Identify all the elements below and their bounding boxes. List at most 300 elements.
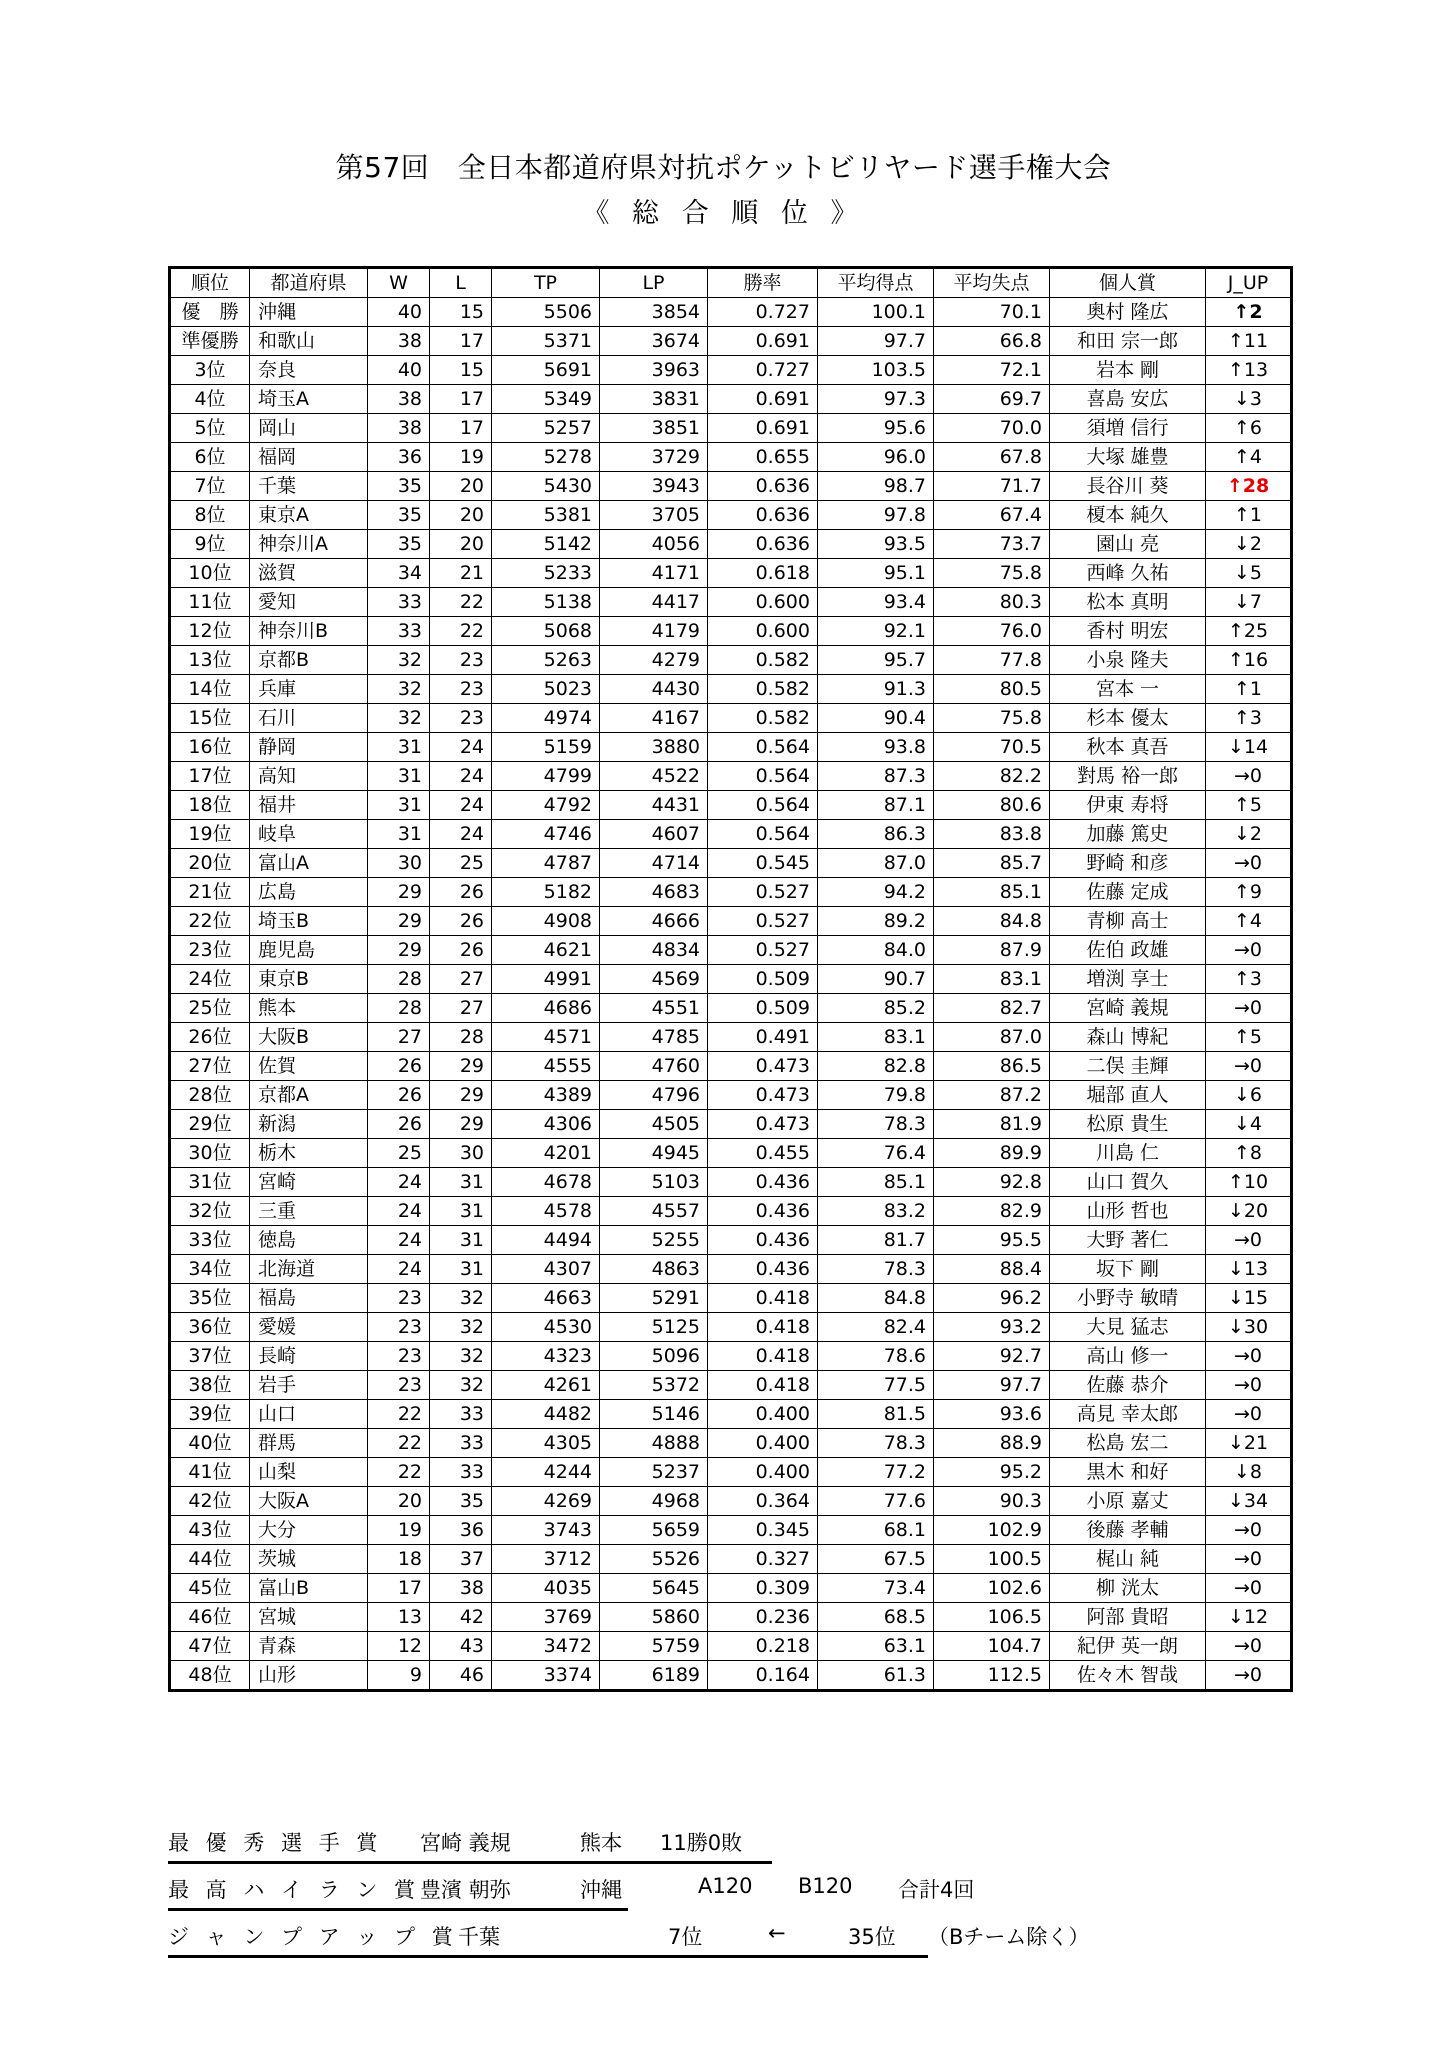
cell-pref: 広島 — [250, 878, 368, 907]
cell-rank: 7位 — [170, 472, 250, 501]
cell-lp: 3963 — [600, 356, 708, 385]
column-header-0: 順位 — [170, 268, 250, 298]
rank-change-indicator: ↑11 — [1227, 330, 1269, 352]
cell-award: 森山 博紀 — [1050, 1023, 1206, 1052]
cell-lp: 4569 — [600, 965, 708, 994]
cell-tp: 4323 — [492, 1342, 600, 1371]
cell-l: 33 — [430, 1400, 492, 1429]
cell-wr: 0.418 — [708, 1313, 818, 1342]
cell-ag: 77.6 — [818, 1487, 934, 1516]
cell-lp: 5291 — [600, 1284, 708, 1313]
table-row — [170, 1661, 1292, 1691]
cell-l: 31 — [430, 1226, 492, 1255]
cell-award: 高山 修一 — [1050, 1342, 1206, 1371]
cell-rank: 24位 — [170, 965, 250, 994]
cell-tp: 4244 — [492, 1458, 600, 1487]
cell-ag: 73.4 — [818, 1574, 934, 1603]
cell-rank: 20位 — [170, 849, 250, 878]
cell-w: 22 — [368, 1429, 430, 1458]
cell-l: 27 — [430, 994, 492, 1023]
standings-table-container — [168, 266, 1290, 1692]
cell-wr: 0.545 — [708, 849, 818, 878]
rank-change-indicator: ↑4 — [1233, 446, 1262, 468]
cell-rank: 5位 — [170, 414, 250, 443]
cell-lp: 4431 — [600, 791, 708, 820]
cell-ag: 97.3 — [818, 385, 934, 414]
cell-wr: 0.473 — [708, 1052, 818, 1081]
cell-jup — [1206, 1516, 1292, 1545]
cell-jup — [1206, 907, 1292, 936]
table-row — [170, 617, 1292, 646]
cell-al: 112.5 — [934, 1661, 1050, 1691]
rank-change-indicator: →0 — [1233, 997, 1262, 1019]
cell-lp: 4557 — [600, 1197, 708, 1226]
cell-lp: 6189 — [600, 1661, 708, 1691]
cell-lp: 4796 — [600, 1081, 708, 1110]
cell-ag: 78.6 — [818, 1342, 934, 1371]
cell-w: 26 — [368, 1081, 430, 1110]
cell-award: 紀伊 英一朗 — [1050, 1632, 1206, 1661]
cell-jup — [1206, 443, 1292, 472]
cell-w: 33 — [368, 588, 430, 617]
cell-w: 40 — [368, 356, 430, 385]
cell-ag: 98.7 — [818, 472, 934, 501]
cell-ag: 103.5 — [818, 356, 934, 385]
cell-wr: 0.164 — [708, 1661, 818, 1691]
cell-al: 96.2 — [934, 1284, 1050, 1313]
cell-rank: 15位 — [170, 704, 250, 733]
cell-rank: 13位 — [170, 646, 250, 675]
cell-jup — [1206, 1110, 1292, 1139]
cell-lp: 3851 — [600, 414, 708, 443]
rank-change-indicator: ↑1 — [1233, 678, 1262, 700]
cell-w: 23 — [368, 1313, 430, 1342]
cell-ag: 84.0 — [818, 936, 934, 965]
table-row — [170, 530, 1292, 559]
cell-award: 川島 仁 — [1050, 1139, 1206, 1168]
cell-w: 18 — [368, 1545, 430, 1574]
cell-l: 20 — [430, 501, 492, 530]
table-row — [170, 501, 1292, 530]
cell-ag: 90.7 — [818, 965, 934, 994]
standings-table — [168, 266, 1293, 1692]
rank-change-indicator: →0 — [1233, 1229, 1262, 1251]
cell-ag: 81.7 — [818, 1226, 934, 1255]
award-row-mvp — [168, 1823, 1298, 1870]
cell-award: 小泉 隆夫 — [1050, 646, 1206, 675]
rank-change-indicator: ↓8 — [1233, 1461, 1262, 1483]
cell-rank: 16位 — [170, 733, 250, 762]
cell-wr: 0.600 — [708, 588, 818, 617]
cell-w: 24 — [368, 1197, 430, 1226]
cell-ag: 68.5 — [818, 1603, 934, 1632]
cell-w: 40 — [368, 298, 430, 327]
table-row — [170, 733, 1292, 762]
cell-wr: 0.418 — [708, 1371, 818, 1400]
table-row — [170, 704, 1292, 733]
cell-lp: 4522 — [600, 762, 708, 791]
cell-pref: 神奈川A — [250, 530, 368, 559]
table-row — [170, 878, 1292, 907]
cell-w: 22 — [368, 1458, 430, 1487]
cell-jup — [1206, 791, 1292, 820]
cell-jup — [1206, 1226, 1292, 1255]
cell-award: 和田 宗一郎 — [1050, 327, 1206, 356]
cell-lp: 3854 — [600, 298, 708, 327]
cell-ag: 76.4 — [818, 1139, 934, 1168]
cell-wr: 0.400 — [708, 1429, 818, 1458]
cell-rank: 8位 — [170, 501, 250, 530]
cell-rank: 14位 — [170, 675, 250, 704]
cell-l: 46 — [430, 1661, 492, 1691]
cell-wr: 0.509 — [708, 994, 818, 1023]
cell-rank: 25位 — [170, 994, 250, 1023]
cell-al: 90.3 — [934, 1487, 1050, 1516]
cell-award: 青柳 高士 — [1050, 907, 1206, 936]
cell-jup — [1206, 1284, 1292, 1313]
cell-lp: 4968 — [600, 1487, 708, 1516]
cell-rank: 4位 — [170, 385, 250, 414]
cell-al: 87.9 — [934, 936, 1050, 965]
cell-wr: 0.527 — [708, 936, 818, 965]
cell-al: 82.2 — [934, 762, 1050, 791]
cell-tp: 4678 — [492, 1168, 600, 1197]
cell-award: 松原 貴生 — [1050, 1110, 1206, 1139]
cell-tp: 5278 — [492, 443, 600, 472]
cell-lp: 5096 — [600, 1342, 708, 1371]
cell-l: 33 — [430, 1458, 492, 1487]
cell-rank: 30位 — [170, 1139, 250, 1168]
cell-l: 23 — [430, 646, 492, 675]
cell-pref: 福岡 — [250, 443, 368, 472]
cell-ag: 83.1 — [818, 1023, 934, 1052]
cell-al: 85.1 — [934, 878, 1050, 907]
cell-wr: 0.436 — [708, 1168, 818, 1197]
cell-rank: 37位 — [170, 1342, 250, 1371]
cell-ag: 93.8 — [818, 733, 934, 762]
mvp-player: 宮崎 義規 — [420, 1831, 511, 1855]
cell-pref: 大阪B — [250, 1023, 368, 1052]
cell-rank: 29位 — [170, 1110, 250, 1139]
cell-l: 25 — [430, 849, 492, 878]
cell-wr: 0.600 — [708, 617, 818, 646]
cell-wr: 0.527 — [708, 907, 818, 936]
rank-change-indicator: ↓6 — [1233, 1084, 1262, 1106]
cell-rank: 9位 — [170, 530, 250, 559]
cell-rank: 44位 — [170, 1545, 250, 1574]
table-row — [170, 1023, 1292, 1052]
cell-l: 15 — [430, 298, 492, 327]
cell-rank: 45位 — [170, 1574, 250, 1603]
cell-w: 31 — [368, 733, 430, 762]
cell-jup — [1206, 646, 1292, 675]
table-header-row — [170, 268, 1292, 298]
page-title: 第57回 全日本都道府県対抗ポケットビリヤード選手権大会 — [335, 151, 1112, 184]
cell-pref: 佐賀 — [250, 1052, 368, 1081]
table-row — [170, 1081, 1292, 1110]
cell-tp: 5233 — [492, 559, 600, 588]
cell-w: 27 — [368, 1023, 430, 1052]
table-row — [170, 1371, 1292, 1400]
cell-jup — [1206, 1168, 1292, 1197]
cell-w: 28 — [368, 994, 430, 1023]
cell-w: 36 — [368, 443, 430, 472]
cell-w: 34 — [368, 559, 430, 588]
cell-award: 加藤 篤史 — [1050, 820, 1206, 849]
cell-ag: 81.5 — [818, 1400, 934, 1429]
cell-ag: 97.7 — [818, 327, 934, 356]
cell-l: 20 — [430, 472, 492, 501]
table-row — [170, 791, 1292, 820]
cell-pref: 福島 — [250, 1284, 368, 1313]
cell-award: 岩本 剛 — [1050, 356, 1206, 385]
rank-change-indicator: ↓21 — [1227, 1432, 1269, 1454]
cell-tp: 4974 — [492, 704, 600, 733]
cell-rank: 28位 — [170, 1081, 250, 1110]
cell-pref: 新潟 — [250, 1110, 368, 1139]
cell-w: 24 — [368, 1226, 430, 1255]
cell-tp: 5023 — [492, 675, 600, 704]
cell-rank: 準優勝 — [170, 327, 250, 356]
cell-jup — [1206, 1081, 1292, 1110]
cell-l: 38 — [430, 1574, 492, 1603]
cell-wr: 0.436 — [708, 1255, 818, 1284]
cell-award: 西峰 久祐 — [1050, 559, 1206, 588]
cell-pref: 東京B — [250, 965, 368, 994]
cell-rank: 23位 — [170, 936, 250, 965]
table-row — [170, 1400, 1292, 1429]
cell-award: 小野寺 敏晴 — [1050, 1284, 1206, 1313]
cell-pref: 高知 — [250, 762, 368, 791]
cell-w: 29 — [368, 878, 430, 907]
cell-pref: 山梨 — [250, 1458, 368, 1487]
cell-tp: 4991 — [492, 965, 600, 994]
cell-ag: 68.1 — [818, 1516, 934, 1545]
cell-jup — [1206, 1255, 1292, 1284]
cell-al: 102.6 — [934, 1574, 1050, 1603]
cell-pref: 神奈川B — [250, 617, 368, 646]
cell-l: 19 — [430, 443, 492, 472]
cell-l: 33 — [430, 1429, 492, 1458]
cell-w: 23 — [368, 1284, 430, 1313]
cell-tp: 4578 — [492, 1197, 600, 1226]
cell-tp: 5257 — [492, 414, 600, 443]
cell-ag: 78.3 — [818, 1255, 934, 1284]
cell-jup — [1206, 704, 1292, 733]
cell-lp: 4607 — [600, 820, 708, 849]
cell-rank: 27位 — [170, 1052, 250, 1081]
cell-jup — [1206, 588, 1292, 617]
cell-al: 71.7 — [934, 472, 1050, 501]
cell-jup — [1206, 994, 1292, 1023]
cell-rank: 38位 — [170, 1371, 250, 1400]
cell-al: 97.7 — [934, 1371, 1050, 1400]
cell-wr: 0.509 — [708, 965, 818, 994]
cell-al: 85.7 — [934, 849, 1050, 878]
cell-l: 22 — [430, 617, 492, 646]
cell-lp: 3831 — [600, 385, 708, 414]
column-header-5: LP — [600, 268, 708, 298]
cell-w: 31 — [368, 762, 430, 791]
cell-award: 佐伯 政雄 — [1050, 936, 1206, 965]
table-row — [170, 936, 1292, 965]
jumpup-to-rank: 7位 — [668, 1925, 703, 1949]
cell-l: 23 — [430, 675, 492, 704]
cell-award: 後藤 孝輔 — [1050, 1516, 1206, 1545]
cell-l: 28 — [430, 1023, 492, 1052]
cell-al: 86.5 — [934, 1052, 1050, 1081]
table-row — [170, 1284, 1292, 1313]
cell-jup — [1206, 414, 1292, 443]
column-header-1: 都道府県 — [250, 268, 368, 298]
cell-ag: 85.1 — [818, 1168, 934, 1197]
cell-al: 83.8 — [934, 820, 1050, 849]
cell-l: 24 — [430, 791, 492, 820]
cell-al: 95.5 — [934, 1226, 1050, 1255]
cell-award: 坂下 剛 — [1050, 1255, 1206, 1284]
cell-lp: 4171 — [600, 559, 708, 588]
cell-award: 伊東 寿将 — [1050, 791, 1206, 820]
cell-wr: 0.400 — [708, 1458, 818, 1487]
award-row-highrun — [168, 1870, 1298, 1917]
cell-wr: 0.636 — [708, 501, 818, 530]
cell-l: 23 — [430, 704, 492, 733]
cell-l: 31 — [430, 1197, 492, 1226]
cell-lp: 4666 — [600, 907, 708, 936]
rank-change-indicator: →0 — [1233, 1403, 1262, 1425]
cell-al: 88.9 — [934, 1429, 1050, 1458]
cell-lp: 4551 — [600, 994, 708, 1023]
cell-jup — [1206, 1400, 1292, 1429]
jumpup-label: ジ ャ ン プ ア ッ プ 賞 — [168, 1925, 458, 1949]
cell-w: 24 — [368, 1168, 430, 1197]
mvp-label: 最 優 秀 選 手 賞 — [168, 1831, 383, 1855]
cell-ag: 87.3 — [818, 762, 934, 791]
table-row — [170, 994, 1292, 1023]
cell-wr: 0.727 — [708, 298, 818, 327]
cell-lp: 4167 — [600, 704, 708, 733]
cell-wr: 0.491 — [708, 1023, 818, 1052]
cell-pref: 埼玉A — [250, 385, 368, 414]
cell-award: 宮本 一 — [1050, 675, 1206, 704]
cell-tp: 4201 — [492, 1139, 600, 1168]
cell-award: 喜島 安広 — [1050, 385, 1206, 414]
table-row — [170, 1632, 1292, 1661]
cell-tp: 4621 — [492, 936, 600, 965]
cell-tp: 3374 — [492, 1661, 600, 1691]
table-row — [170, 646, 1292, 675]
cell-award: 大野 著仁 — [1050, 1226, 1206, 1255]
cell-l: 32 — [430, 1284, 492, 1313]
cell-jup — [1206, 1139, 1292, 1168]
table-row — [170, 298, 1292, 327]
cell-wr: 0.564 — [708, 791, 818, 820]
cell-award: 佐々木 智哉 — [1050, 1661, 1206, 1691]
cell-w: 19 — [368, 1516, 430, 1545]
cell-pref: 長崎 — [250, 1342, 368, 1371]
cell-ag: 93.4 — [818, 588, 934, 617]
cell-award: 佐藤 定成 — [1050, 878, 1206, 907]
cell-al: 106.5 — [934, 1603, 1050, 1632]
table-row — [170, 1168, 1292, 1197]
cell-rank: 40位 — [170, 1429, 250, 1458]
cell-wr: 0.564 — [708, 762, 818, 791]
cell-wr: 0.691 — [708, 414, 818, 443]
left-arrow-icon: ← — [768, 1921, 786, 1945]
cell-jup — [1206, 675, 1292, 704]
cell-pref: 徳島 — [250, 1226, 368, 1255]
cell-ag: 78.3 — [818, 1429, 934, 1458]
cell-tp: 5159 — [492, 733, 600, 762]
page-subtitle: 《 総 合 順 位 》 — [582, 198, 865, 229]
cell-rank: 3位 — [170, 356, 250, 385]
cell-lp: 4683 — [600, 878, 708, 907]
cell-award: 高見 幸太郎 — [1050, 1400, 1206, 1429]
cell-wr: 0.309 — [708, 1574, 818, 1603]
rank-change-indicator: →0 — [1233, 1374, 1262, 1396]
cell-wr: 0.218 — [708, 1632, 818, 1661]
cell-jup — [1206, 1487, 1292, 1516]
highrun-prefecture: 沖縄 — [580, 1878, 622, 1902]
cell-w: 38 — [368, 385, 430, 414]
cell-jup — [1206, 733, 1292, 762]
cell-tp: 4746 — [492, 820, 600, 849]
cell-l: 31 — [430, 1255, 492, 1284]
cell-rank: 41位 — [170, 1458, 250, 1487]
cell-l: 26 — [430, 878, 492, 907]
cell-tp: 4269 — [492, 1487, 600, 1516]
cell-al: 93.2 — [934, 1313, 1050, 1342]
cell-ag: 94.2 — [818, 878, 934, 907]
cell-award: 二俣 圭輝 — [1050, 1052, 1206, 1081]
cell-jup — [1206, 849, 1292, 878]
cell-w: 29 — [368, 907, 430, 936]
cell-lp: 4279 — [600, 646, 708, 675]
cell-w: 35 — [368, 530, 430, 559]
cell-wr: 0.564 — [708, 733, 818, 762]
cell-al: 92.7 — [934, 1342, 1050, 1371]
cell-lp: 5759 — [600, 1632, 708, 1661]
rank-change-indicator: ↑28 — [1226, 475, 1270, 497]
column-header-9: 個人賞 — [1050, 268, 1206, 298]
cell-jup — [1206, 1661, 1292, 1691]
cell-pref: 三重 — [250, 1197, 368, 1226]
cell-lp: 4834 — [600, 936, 708, 965]
cell-award: 山口 賀久 — [1050, 1168, 1206, 1197]
cell-ag: 82.4 — [818, 1313, 934, 1342]
cell-al: 76.0 — [934, 617, 1050, 646]
cell-ag: 79.8 — [818, 1081, 934, 1110]
cell-l: 26 — [430, 907, 492, 936]
cell-jup — [1206, 298, 1292, 327]
cell-jup — [1206, 965, 1292, 994]
cell-w: 22 — [368, 1400, 430, 1429]
cell-lp: 4056 — [600, 530, 708, 559]
table-row — [170, 1487, 1292, 1516]
cell-wr: 0.400 — [708, 1400, 818, 1429]
table-body — [170, 298, 1292, 1691]
cell-al: 95.2 — [934, 1458, 1050, 1487]
rank-change-indicator: ↓5 — [1233, 562, 1262, 584]
cell-rank: 21位 — [170, 878, 250, 907]
rank-change-indicator: ↓7 — [1233, 591, 1262, 613]
cell-rank: 34位 — [170, 1255, 250, 1284]
cell-al: 87.0 — [934, 1023, 1050, 1052]
table-row — [170, 1226, 1292, 1255]
highrun-underline — [168, 1908, 628, 1911]
cell-award: 阿部 貴昭 — [1050, 1603, 1206, 1632]
cell-lp: 5645 — [600, 1574, 708, 1603]
